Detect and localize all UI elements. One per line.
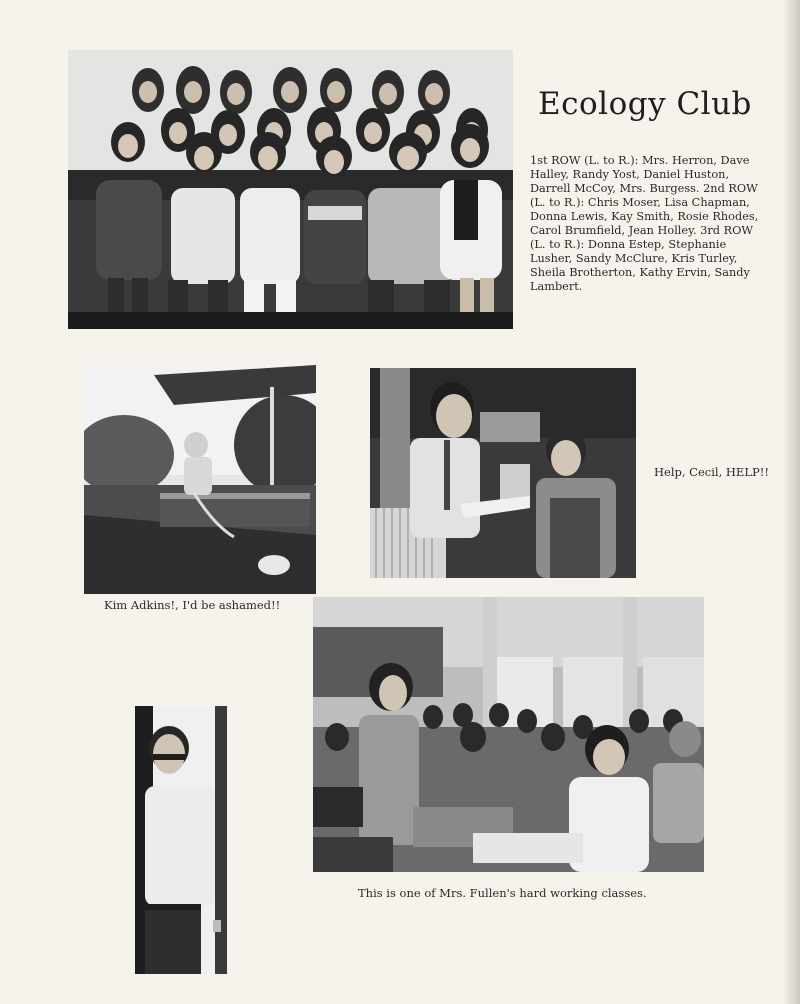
classroom-photo-caption: This is one of Mrs. Fullen's hard working classes.: [358, 886, 647, 900]
group-photo: [68, 50, 513, 329]
doorway-photo: [135, 706, 227, 974]
outdoor-photo: [84, 365, 316, 594]
page-title: Ecology Club: [538, 86, 752, 122]
teacher-student-photo: [370, 368, 636, 578]
teacher-student-photo-caption: Help, Cecil, HELP!!: [654, 465, 769, 479]
group-photo-caption: 1st ROW (L. to R.): Mrs. Herron, Dave Halley, Randy Yost, Daniel Huston, Darrell McCoy, Mrs. Burgess. 2nd ROW (L. to R.): Chris Moser, Lisa Chapman, Donna Lewis, Kay Smith, Rosie Rhodes, Carol Brumfield, Jean Holley. 3rd ROW (L. to R.): Donna Estep, Stephanie Lusher, Sandy McClure, Kris Turley, Sheila Brotherton, Kathy Ervin, Sandy Lambert.: [530, 154, 759, 293]
outdoor-photo-caption: Kim Adkins!, I'd be ashamed!!: [104, 598, 281, 612]
page-edge-shadow: [782, 0, 800, 1004]
classroom-photo: [313, 597, 704, 872]
